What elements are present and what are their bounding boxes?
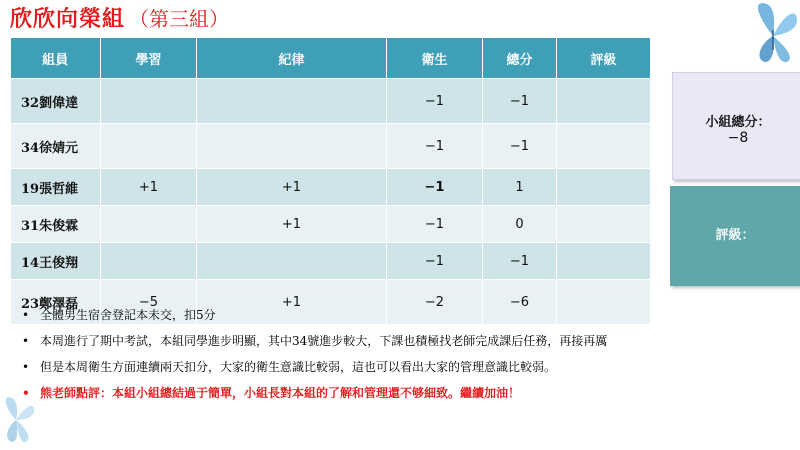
- bullet-icon: •: [22, 360, 30, 374]
- cell-total: −1: [483, 79, 557, 124]
- header-total: 總分: [483, 38, 557, 79]
- table-row: [11, 79, 651, 124]
- title-main: 欣欣向榮組: [10, 6, 126, 32]
- header-grade: 評級: [557, 38, 651, 79]
- cell-grade: [557, 79, 651, 124]
- teacher-comment: [22, 384, 792, 410]
- note-text: 但是本周衛生方面連續兩天扣分，大家的衛生意識比較弱，這也可以看出大家的管理意識比較弱。: [40, 360, 557, 374]
- bullet-icon: •: [22, 308, 30, 322]
- cell-discipline: +1: [197, 169, 387, 206]
- cell-total: 1: [483, 169, 557, 206]
- cell-discipline: [197, 243, 387, 280]
- cell-study: +1: [101, 169, 197, 206]
- cell-study: [101, 79, 197, 124]
- cell-total: −6: [483, 280, 557, 325]
- cell-grade: [557, 243, 651, 280]
- cell-total: −1: [483, 243, 557, 280]
- bullet-icon: •: [22, 334, 30, 348]
- note-item: [22, 306, 792, 332]
- note-text: 本周進行了期中考試，本組同學進步明顯，其中34號進步較大，下課也積極找老師完成課后任務，再接再厲: [40, 334, 608, 348]
- cell-name: 23鄭澤磊: [11, 280, 101, 325]
- cell-total: 0: [483, 206, 557, 243]
- evaluation-label: 評級：: [715, 228, 755, 243]
- cell-study: [101, 124, 197, 169]
- cell-study: [101, 243, 197, 280]
- cell-study: −5: [101, 280, 197, 325]
- cell-hygiene: −1: [387, 169, 483, 206]
- cell-total: −1: [483, 124, 557, 169]
- note-item: [22, 332, 792, 358]
- score-table: [10, 38, 651, 325]
- cell-name: 32劉偉達: [11, 79, 101, 124]
- group-score-box: [672, 72, 800, 180]
- header-hygiene: 衛生: [387, 38, 483, 79]
- title-sub: （第三組）: [129, 7, 230, 31]
- page-title: [10, 2, 229, 36]
- cell-grade: [557, 169, 651, 206]
- cell-grade: [557, 124, 651, 169]
- butterfly-bottom-decoration: [0, 392, 40, 447]
- header-study: 學習: [101, 38, 197, 79]
- cell-hygiene: −1: [387, 206, 483, 243]
- table-row: [11, 243, 651, 280]
- note-text: 熊老師點評：本組小組總結過于簡單，小組長對本組的了解和管理還不够細致。繼續加油！: [40, 386, 521, 400]
- header-member: 組員: [11, 38, 101, 79]
- note-text: 全體男生宿舍登記本未交，扣5分: [40, 308, 216, 322]
- bullet-icon: •: [22, 386, 30, 400]
- cell-discipline: +1: [197, 280, 387, 325]
- cell-hygiene: −1: [387, 124, 483, 169]
- cell-grade: [557, 206, 651, 243]
- cell-name: 31朱俊霖: [11, 206, 101, 243]
- note-item: [22, 358, 792, 384]
- table-row: [11, 206, 651, 243]
- cell-name: 19張哲維: [11, 169, 101, 206]
- cell-hygiene: −1: [387, 243, 483, 280]
- table-row: [11, 169, 651, 206]
- butterfly-top-decoration: [745, 0, 800, 70]
- group-score-value: −8: [727, 130, 749, 146]
- cell-name: 34徐婧元: [11, 124, 101, 169]
- header-discipline: 紀律: [197, 38, 387, 79]
- group-score-label: 小組總分：: [705, 115, 771, 130]
- notes-list: [22, 306, 792, 410]
- table-header-row: [11, 38, 651, 79]
- cell-discipline: [197, 124, 387, 169]
- cell-discipline: [197, 79, 387, 124]
- cell-hygiene: −2: [387, 280, 483, 325]
- cell-name: 14王俊翔: [11, 243, 101, 280]
- cell-hygiene: −1: [387, 79, 483, 124]
- cell-study: [101, 206, 197, 243]
- cell-discipline: +1: [197, 206, 387, 243]
- table-row: [11, 124, 651, 169]
- evaluation-box: [670, 186, 800, 286]
